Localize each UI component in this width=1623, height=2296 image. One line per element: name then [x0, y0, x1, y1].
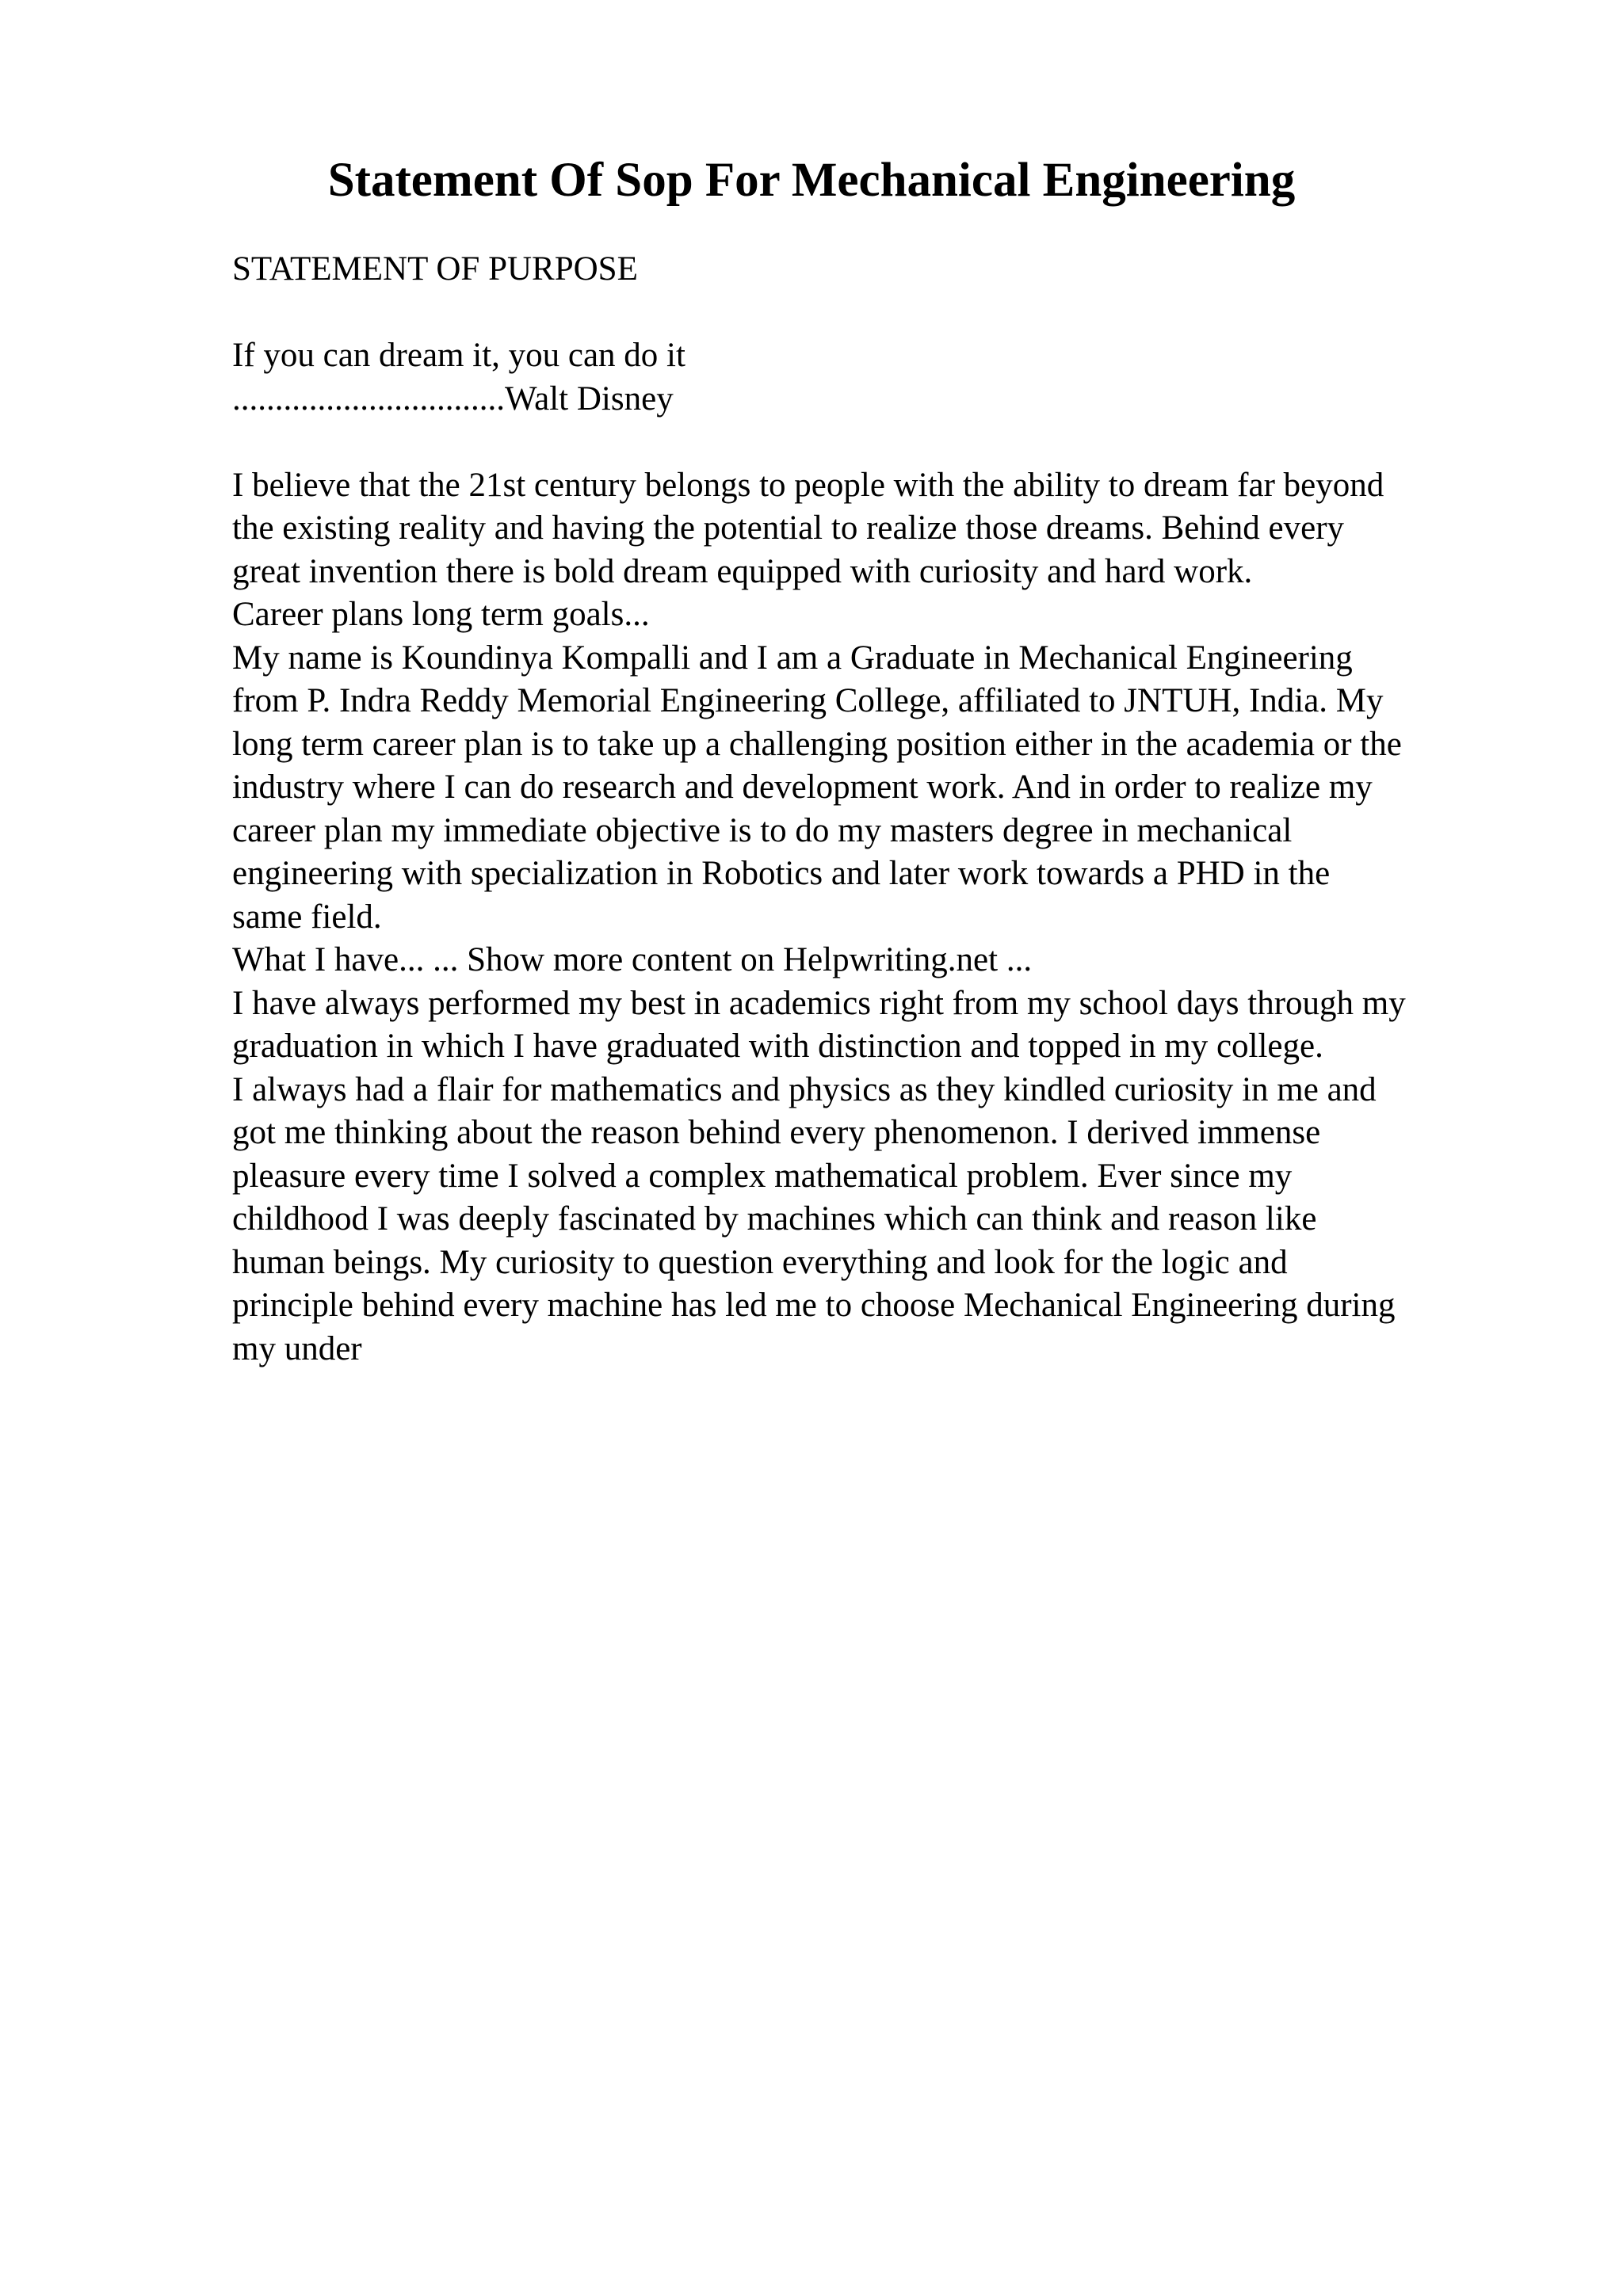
- career-line: career plan my immediate objective is to do my masters degree in mechanical: [232, 811, 1293, 849]
- career-line: from P. Indra Reddy Memorial Engineering College, affiliated to JNTUH, India. My: [232, 682, 1384, 719]
- flair-line: my under: [232, 1329, 362, 1367]
- career-line: industry where I can do research and development work. And in order to realize my: [232, 769, 1373, 806]
- career-line: My name is Koundinya Kompalli and I am a Graduate in Mechanical Engineering: [232, 639, 1353, 677]
- flair-line: I always had a flair for mathematics and physics as they kindled curiosity in me and: [232, 1070, 1377, 1108]
- paragraph-gap: [232, 421, 1579, 464]
- academic-line: graduation in which I have graduated with distinction and topped in my college.: [232, 1028, 1323, 1065]
- flair-line: got me thinking about the reason behind every phenomenon. I derived immense: [232, 1114, 1321, 1151]
- quote-text: If you can dream it, you can do it: [232, 337, 685, 374]
- academic-line: I have always performed my best in academics right from my school days through my: [232, 984, 1406, 1022]
- intro-line: the existing reality and having the potential to realize those dreams. Behind every: [232, 509, 1345, 547]
- show-more-line: What I have... ... Show more content on Helpwriting.net ...: [232, 941, 1033, 978]
- flair-line: human beings. My curiosity to question everything and look for the logic and: [232, 1243, 1288, 1281]
- career-line: same field.: [232, 898, 382, 936]
- flair-line: pleasure every time I solved a complex mathematical problem. Ever since my: [232, 1157, 1293, 1195]
- intro-line: I believe that the 21st century belongs to people with the ability to dream far beyond: [232, 466, 1384, 504]
- flair-line: principle behind every machine has led me to choose Mechanical Engineering during: [232, 1287, 1396, 1324]
- career-line: long term career plan is to take up a challenging position either in the academia or the: [232, 725, 1402, 763]
- career-heading: Career plans long term goals...: [232, 596, 650, 633]
- flair-line: childhood I was deeply fascinated by machines which can think and reason like: [232, 1200, 1317, 1238]
- career-line: engineering with specialization in Robotics and later work towards a PHD in the: [232, 855, 1331, 892]
- quote-attribution: ................................Walt Disney: [232, 379, 674, 418]
- document-body: [232, 248, 1579, 1371]
- section-heading: STATEMENT OF PURPOSE: [232, 250, 638, 288]
- document-title: Statement Of Sop For Mechanical Engineering: [327, 154, 1296, 207]
- intro-line: great invention there is bold dream equipped with curiosity and hard work.: [232, 552, 1253, 590]
- paragraph-gap: [232, 292, 1579, 335]
